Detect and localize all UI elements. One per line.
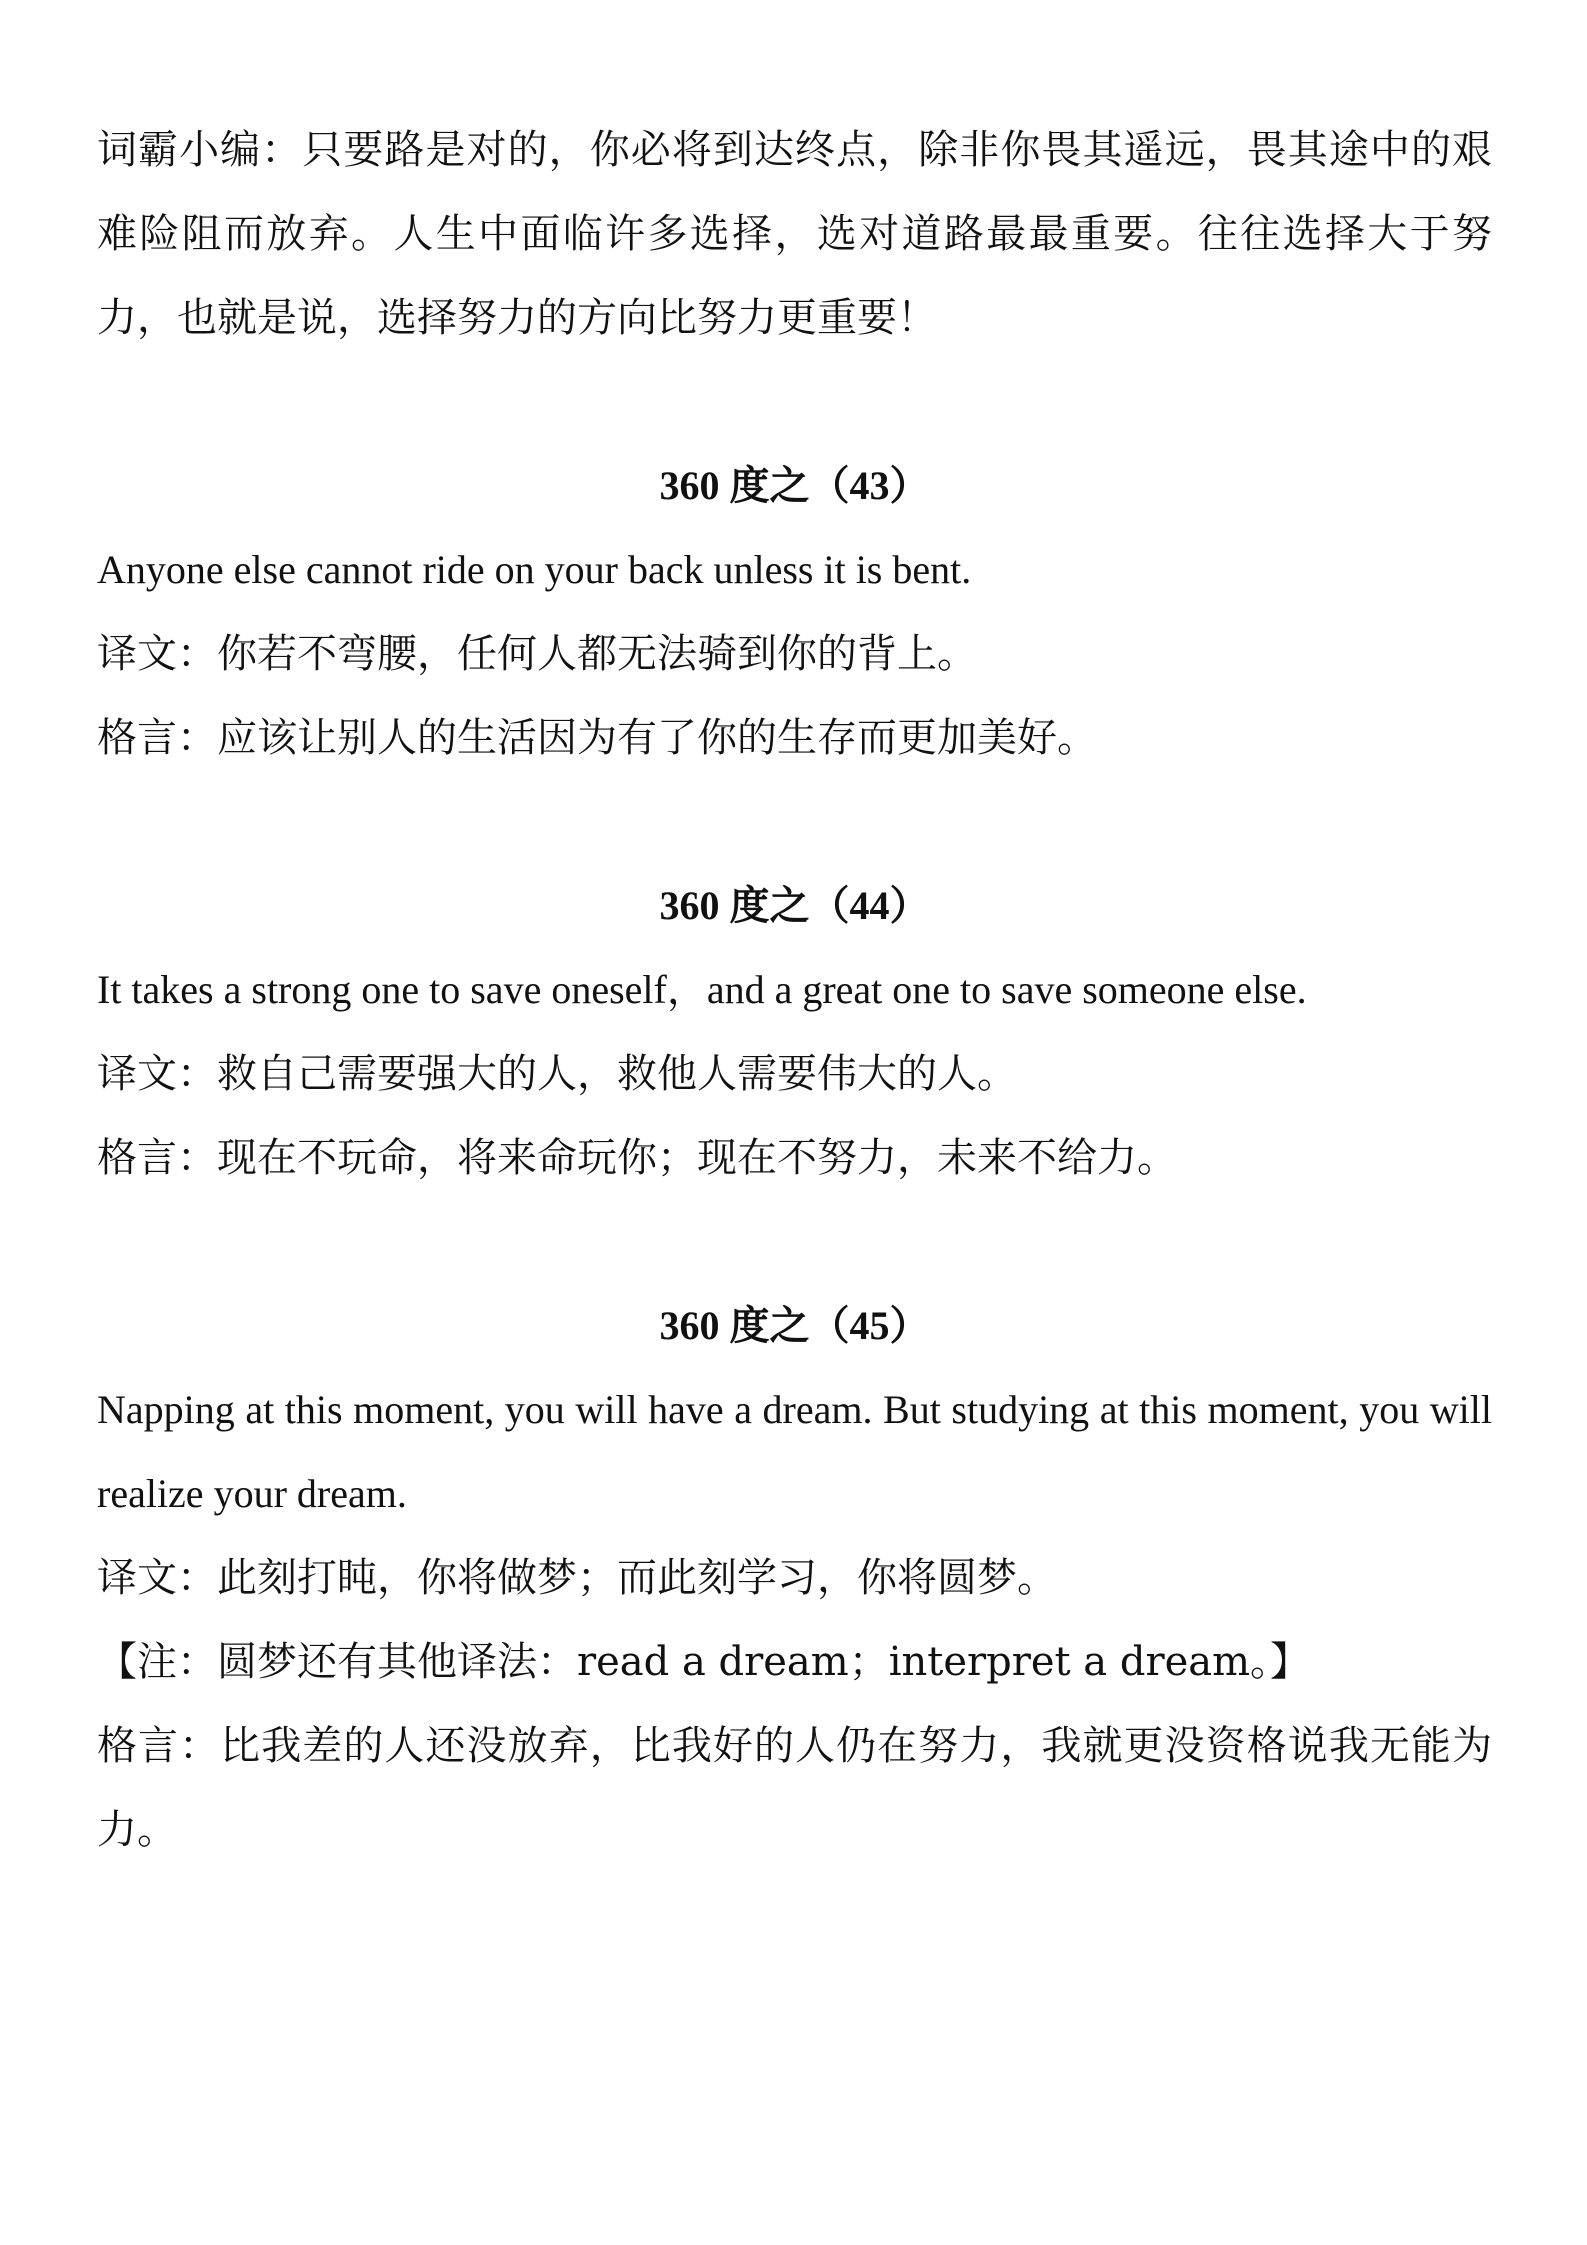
intro-paragraph: 词霸小编：只要路是对的，你必将到达终点，除非你畏其遥远，畏其途中的艰难险阻而放弃。人生中面临许多选择，选对道路最最重要。往往选择大于努力，也就是说，选择努力的方向比努力更重要！ <box>97 127 1492 341</box>
section-heading: 360 度之（45） <box>659 1303 930 1348</box>
translation-line: 译文：救自己需要强大的人，救他人需要伟大的人。 <box>97 1051 1017 1097</box>
spacer <box>97 780 1492 864</box>
section-44 <box>97 864 1492 1200</box>
translation-line: 译文：你若不弯腰，任何人都无法骑到你的背上。 <box>97 631 977 677</box>
document-page <box>97 108 1492 1872</box>
english-quote: Anyone else cannot ride on your back unless it is bent. <box>97 547 972 592</box>
translation-line: 译文：此刻打盹，你将做梦；而此刻学习，你将圆梦。 <box>97 1555 1057 1601</box>
section-heading: 360 度之（43） <box>659 463 930 508</box>
maxim-line: 格言：现在不玩命，将来命玩你；现在不努力，未来不给力。 <box>97 1135 1177 1181</box>
english-quote: It takes a strong one to save oneself，and a great one to save someone else. <box>97 967 1307 1012</box>
note-line: 【注：圆梦还有其他译法：read a dream；interpret a dream。】 <box>97 1639 1311 1685</box>
section-43 <box>97 444 1492 780</box>
english-quote: Napping at this moment, you will have a dream. But studying at this moment, you will realize your dream. <box>97 1387 1492 1516</box>
section-heading: 360 度之（44） <box>659 883 930 928</box>
section-45 <box>97 1284 1492 1872</box>
maxim-line: 格言：比我差的人还没放弃，比我好的人仍在努力，我就更没资格说我无能为力。 <box>97 1723 1492 1853</box>
spacer <box>97 360 1492 444</box>
spacer <box>97 1200 1492 1284</box>
maxim-line: 格言：应该让别人的生活因为有了你的生存而更加美好。 <box>97 715 1097 761</box>
